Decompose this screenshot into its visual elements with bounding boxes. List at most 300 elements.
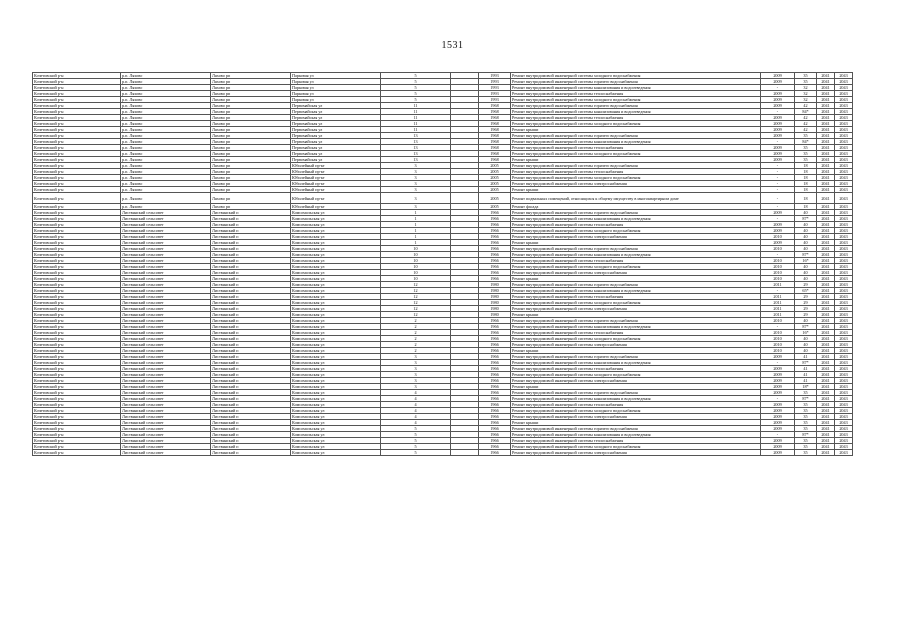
work-type-cell: Ремонт внутридомовой инженерной системы горячего водоснабжения [511, 426, 761, 432]
street-cell: Парковая ул [291, 97, 381, 103]
planned-start-cell: 2041 [817, 240, 835, 246]
planned-end-cell: 2043 [835, 157, 853, 163]
planned-end-cell: 2043 [835, 270, 853, 276]
planned-start-cell: 2041 [817, 210, 835, 216]
locality-cell: Ляхово рп [211, 181, 291, 187]
house-number-cell: 4 [381, 390, 451, 396]
planned-start-cell: 2041 [817, 432, 835, 438]
service-life-cell: 84* [795, 109, 817, 115]
work-type-cell: Ремонт внутридомовой инженерной системы горячего водоснабжения [511, 79, 761, 85]
street-cell: Комсомольская ул [291, 300, 381, 306]
locality-cell: Ляхово рп [211, 115, 291, 121]
planned-start-cell: 2041 [817, 366, 835, 372]
locality-cell: Ляхово рп [211, 103, 291, 109]
house-number-cell: 10 [381, 246, 451, 252]
work-type-cell: Ремонт внутридомовой инженерной системы холодного водоснабжения [511, 444, 761, 450]
locality-cell: Листвянский п [211, 240, 291, 246]
planned-end-cell: 2043 [835, 426, 853, 432]
last-repair-year-cell: - [761, 187, 795, 193]
last-repair-year-cell: 2010 [761, 264, 795, 270]
planned-end-cell: 2043 [835, 234, 853, 240]
last-repair-year-cell: 2010 [761, 246, 795, 252]
street-cell: Первомайская ул [291, 145, 381, 151]
planned-start-cell: 2041 [817, 438, 835, 444]
house-number-cell: 1 [381, 234, 451, 240]
district-cell: Кочетовский р-н [33, 175, 121, 181]
year-built-cell: 1966 [479, 348, 511, 354]
house-number-cell: 11 [381, 103, 451, 109]
planned-end-cell: 2043 [835, 306, 853, 312]
municipality-cell: р.п. Ляхово [121, 157, 211, 163]
planned-end-cell: 2043 [835, 103, 853, 109]
locality-cell: Ляхово рп [211, 133, 291, 139]
planned-start-cell: 2041 [817, 151, 835, 157]
locality-cell: Листвянский п [211, 300, 291, 306]
service-life-cell: 18 [795, 187, 817, 193]
last-repair-year-cell: 2009 [761, 366, 795, 372]
planned-end-cell: 2043 [835, 372, 853, 378]
year-built-cell: 1980 [479, 294, 511, 300]
planned-start-cell: 2041 [817, 378, 835, 384]
year-built-cell: 1993 [479, 91, 511, 97]
planned-start-cell: 2041 [817, 324, 835, 330]
district-cell: Кочетовский р-н [33, 342, 121, 348]
municipality-cell: Листвянский сельсовет [121, 420, 211, 426]
year-built-cell: 2005 [479, 193, 511, 204]
last-repair-year-cell: 2009 [761, 91, 795, 97]
planned-end-cell: 2043 [835, 246, 853, 252]
planned-end-cell: 2043 [835, 414, 853, 420]
year-built-cell: 1966 [479, 276, 511, 282]
work-type-cell: Ремонт внутридомовой инженерной системы холодного водоснабжения [511, 121, 761, 127]
planned-end-cell: 2043 [835, 420, 853, 426]
locality-cell: Ляхово рп [211, 97, 291, 103]
year-built-cell: 1968 [479, 115, 511, 121]
last-repair-year-cell: 2009 [761, 450, 795, 456]
district-cell: Кочетовский р-н [33, 318, 121, 324]
service-life-cell: 35 [795, 420, 817, 426]
work-type-cell: Ремонт внутридомовой инженерной системы электроснабжения [511, 306, 761, 312]
municipality-cell: р.п. Ляхово [121, 204, 211, 210]
municipality-cell: Листвянский сельсовет [121, 300, 211, 306]
street-cell: Юбилейный пр-кт [291, 204, 381, 210]
year-built-cell: 1968 [479, 109, 511, 115]
year-built-cell: 1968 [479, 145, 511, 151]
work-type-cell: Ремонт внутридомовой инженерной системы канализования и водоотведения [511, 139, 761, 145]
work-type-cell: Ремонт внутридомовой инженерной системы горячего водоснабжения [511, 133, 761, 139]
building-cell [451, 193, 479, 204]
municipality-cell: Листвянский сельсовет [121, 228, 211, 234]
service-life-cell: 40 [795, 342, 817, 348]
house-number-cell: 10 [381, 264, 451, 270]
work-type-cell: Ремонт внутридомовой инженерной системы теплоснабжения [511, 222, 761, 228]
last-repair-year-cell: 2009 [761, 103, 795, 109]
house-number-cell: 5 [381, 432, 451, 438]
municipality-cell: Листвянский сельсовет [121, 414, 211, 420]
house-number-cell: 1 [381, 240, 451, 246]
service-life-cell: 41 [795, 372, 817, 378]
work-type-cell: Ремонт внутридомовой инженерной системы холодного водоснабжения [511, 228, 761, 234]
planned-end-cell: 2043 [835, 258, 853, 264]
district-cell: Кочетовский р-н [33, 258, 121, 264]
year-built-cell: 1966 [479, 432, 511, 438]
planned-start-cell: 2041 [817, 420, 835, 426]
service-life-cell: 40 [795, 264, 817, 270]
municipality-cell: р.п. Ляхово [121, 97, 211, 103]
planned-end-cell: 2043 [835, 222, 853, 228]
house-number-cell: 3 [381, 187, 451, 193]
municipality-cell: Листвянский сельсовет [121, 396, 211, 402]
locality-cell: Листвянский п [211, 360, 291, 366]
service-life-cell: 35 [795, 408, 817, 414]
street-cell: Юбилейный пр-кт [291, 163, 381, 169]
work-type-cell: Ремонт крыши [511, 127, 761, 133]
service-life-cell: 42 [795, 115, 817, 121]
service-life-cell: 16* [795, 330, 817, 336]
year-built-cell: 1968 [479, 121, 511, 127]
planned-start-cell: 2041 [817, 121, 835, 127]
district-cell: Кочетовский р-н [33, 402, 121, 408]
planned-start-cell: 2041 [817, 384, 835, 390]
district-cell: Кочетовский р-н [33, 115, 121, 121]
last-repair-year-cell: 2009 [761, 372, 795, 378]
locality-cell: Листвянский п [211, 210, 291, 216]
locality-cell: Ляхово рп [211, 151, 291, 157]
locality-cell: Листвянский п [211, 396, 291, 402]
house-number-cell: 2 [381, 348, 451, 354]
planned-start-cell: 2041 [817, 79, 835, 85]
municipality-cell: Листвянский сельсовет [121, 348, 211, 354]
planned-end-cell: 2043 [835, 348, 853, 354]
last-repair-year-cell: 2009 [761, 157, 795, 163]
planned-start-cell: 2041 [817, 390, 835, 396]
year-built-cell: 1980 [479, 300, 511, 306]
service-life-cell: 87* [795, 252, 817, 258]
planned-end-cell: 2043 [835, 354, 853, 360]
table-body [33, 73, 853, 456]
last-repair-year-cell: 2009 [761, 127, 795, 133]
last-repair-year-cell: 2009 [761, 444, 795, 450]
last-repair-year-cell: - [761, 163, 795, 169]
service-life-cell: 87* [795, 324, 817, 330]
service-life-cell: 40 [795, 222, 817, 228]
street-cell: Комсомольская ул [291, 420, 381, 426]
work-type-cell: Ремонт внутридомовой инженерной системы горячего водоснабжения [511, 246, 761, 252]
last-repair-year-cell: - [761, 432, 795, 438]
planned-start-cell: 2041 [817, 264, 835, 270]
year-built-cell: 1966 [479, 264, 511, 270]
district-cell: Кочетовский р-н [33, 294, 121, 300]
work-type-cell: Ремонт внутридомовой инженерной системы холодного водоснабжения [511, 408, 761, 414]
planned-start-cell: 2041 [817, 408, 835, 414]
planned-end-cell: 2043 [835, 228, 853, 234]
municipality-cell: Листвянский сельсовет [121, 282, 211, 288]
year-built-cell: 1966 [479, 378, 511, 384]
planned-start-cell: 2041 [817, 306, 835, 312]
locality-cell: Листвянский п [211, 384, 291, 390]
year-built-cell: 1966 [479, 336, 511, 342]
service-life-cell: 18 [795, 193, 817, 204]
municipality-cell: Листвянский сельсовет [121, 384, 211, 390]
work-type-cell: Ремонт внутридомовой инженерной системы холодного водоснабжения [511, 151, 761, 157]
last-repair-year-cell: 2009 [761, 79, 795, 85]
work-type-cell: Ремонт внутридомовой инженерной системы горячего водоснабжения [511, 163, 761, 169]
year-built-cell: 2005 [479, 175, 511, 181]
last-repair-year-cell: 2009 [761, 378, 795, 384]
service-life-cell: 32 [795, 91, 817, 97]
service-life-cell: 40 [795, 270, 817, 276]
planned-end-cell: 2043 [835, 151, 853, 157]
house-number-cell: 12 [381, 288, 451, 294]
service-life-cell: 42 [795, 103, 817, 109]
service-life-cell: 40 [795, 234, 817, 240]
district-cell: Кочетовский р-н [33, 348, 121, 354]
locality-cell: Листвянский п [211, 438, 291, 444]
locality-cell: Ляхово рп [211, 73, 291, 79]
municipality-cell: р.п. Ляхово [121, 133, 211, 139]
district-cell: Кочетовский р-н [33, 408, 121, 414]
house-number-cell: 3 [381, 193, 451, 204]
service-life-cell: 29 [795, 300, 817, 306]
planned-end-cell: 2043 [835, 288, 853, 294]
house-number-cell: 3 [381, 372, 451, 378]
municipality-cell: р.п. Ляхово [121, 139, 211, 145]
year-built-cell: 1980 [479, 306, 511, 312]
year-built-cell: 1966 [479, 252, 511, 258]
planned-start-cell: 2041 [817, 228, 835, 234]
street-cell: Комсомольская ул [291, 246, 381, 252]
last-repair-year-cell: 2009 [761, 133, 795, 139]
planned-end-cell: 2043 [835, 330, 853, 336]
planned-end-cell: 2043 [835, 318, 853, 324]
district-cell: Кочетовский р-н [33, 204, 121, 210]
municipality-cell: Листвянский сельсовет [121, 366, 211, 372]
municipality-cell: Листвянский сельсовет [121, 294, 211, 300]
municipality-cell: р.п. Ляхово [121, 91, 211, 97]
municipality-cell: Листвянский сельсовет [121, 246, 211, 252]
street-cell: Комсомольская ул [291, 396, 381, 402]
municipality-cell: Листвянский сельсовет [121, 312, 211, 318]
house-number-cell: 5 [381, 438, 451, 444]
municipality-cell: р.п. Ляхово [121, 175, 211, 181]
planned-start-cell: 2041 [817, 282, 835, 288]
district-cell: Кочетовский р-н [33, 360, 121, 366]
locality-cell: Листвянский п [211, 222, 291, 228]
service-life-cell: 35 [795, 145, 817, 151]
locality-cell: Листвянский п [211, 336, 291, 342]
district-cell: Кочетовский р-н [33, 79, 121, 85]
locality-cell: Ляхово рп [211, 169, 291, 175]
district-cell: Кочетовский р-н [33, 73, 121, 79]
district-cell: Кочетовский р-н [33, 300, 121, 306]
locality-cell: Ляхово рп [211, 91, 291, 97]
house-number-cell: 1 [381, 216, 451, 222]
last-repair-year-cell: 2009 [761, 145, 795, 151]
year-built-cell: 1966 [479, 324, 511, 330]
planned-end-cell: 2043 [835, 127, 853, 133]
planned-start-cell: 2041 [817, 157, 835, 163]
house-number-cell: 13 [381, 139, 451, 145]
last-repair-year-cell: 2010 [761, 270, 795, 276]
district-cell: Кочетовский р-н [33, 97, 121, 103]
street-cell: Первомайская ул [291, 133, 381, 139]
municipality-cell: Листвянский сельсовет [121, 372, 211, 378]
planned-end-cell: 2043 [835, 336, 853, 342]
planned-start-cell: 2041 [817, 145, 835, 151]
municipality-cell: Листвянский сельсовет [121, 270, 211, 276]
municipality-cell: Листвянский сельсовет [121, 378, 211, 384]
planned-start-cell: 2041 [817, 342, 835, 348]
district-cell: Кочетовский р-н [33, 414, 121, 420]
district-cell: Кочетовский р-н [33, 240, 121, 246]
planned-end-cell: 2043 [835, 163, 853, 169]
year-built-cell: 1980 [479, 288, 511, 294]
district-cell: Кочетовский р-н [33, 270, 121, 276]
year-built-cell: 1966 [479, 450, 511, 456]
work-type-cell: Ремонт крыши [511, 157, 761, 163]
district-cell: Кочетовский р-н [33, 151, 121, 157]
house-number-cell: 5 [381, 450, 451, 456]
street-cell: Комсомольская ул [291, 222, 381, 228]
locality-cell: Листвянский п [211, 282, 291, 288]
work-type-cell: Ремонт внутридомовой инженерной системы канализования и водоотведения [511, 216, 761, 222]
planned-start-cell: 2041 [817, 97, 835, 103]
locality-cell: Листвянский п [211, 342, 291, 348]
year-built-cell: 1980 [479, 282, 511, 288]
house-number-cell: 4 [381, 414, 451, 420]
planned-start-cell: 2041 [817, 234, 835, 240]
house-number-cell: 4 [381, 396, 451, 402]
work-type-cell: Ремонт крыши [511, 384, 761, 390]
planned-start-cell: 2041 [817, 318, 835, 324]
municipality-cell: р.п. Ляхово [121, 181, 211, 187]
work-type-cell: Ремонт подвальных помещений, относящихся к общему имуществу в многоквартирном доме [511, 193, 761, 204]
locality-cell: Листвянский п [211, 408, 291, 414]
last-repair-year-cell: 2009 [761, 426, 795, 432]
district-cell: Кочетовский р-н [33, 396, 121, 402]
street-cell: Комсомольская ул [291, 228, 381, 234]
locality-cell: Листвянский п [211, 354, 291, 360]
service-life-cell: 16* [795, 258, 817, 264]
last-repair-year-cell: - [761, 175, 795, 181]
last-repair-year-cell: 2009 [761, 228, 795, 234]
street-cell: Комсомольская ул [291, 210, 381, 216]
planned-start-cell: 2041 [817, 216, 835, 222]
locality-cell: Листвянский п [211, 366, 291, 372]
house-number-cell: 5 [381, 85, 451, 91]
planned-start-cell: 2041 [817, 360, 835, 366]
last-repair-year-cell: - [761, 288, 795, 294]
planned-start-cell: 2041 [817, 312, 835, 318]
house-number-cell: 13 [381, 157, 451, 163]
house-number-cell: 3 [381, 163, 451, 169]
district-cell: Кочетовский р-н [33, 444, 121, 450]
district-cell: Кочетовский р-н [33, 145, 121, 151]
district-cell: Кочетовский р-н [33, 169, 121, 175]
service-life-cell: 35 [795, 157, 817, 163]
planned-end-cell: 2043 [835, 312, 853, 318]
work-type-cell: Ремонт внутридомовой инженерной системы электроснабжения [511, 342, 761, 348]
street-cell: Комсомольская ул [291, 360, 381, 366]
locality-cell: Листвянский п [211, 258, 291, 264]
street-cell: Комсомольская ул [291, 450, 381, 456]
planned-end-cell: 2043 [835, 324, 853, 330]
street-cell: Комсомольская ул [291, 432, 381, 438]
locality-cell: Ляхово рп [211, 79, 291, 85]
district-cell: Кочетовский р-н [33, 336, 121, 342]
work-type-cell: Ремонт внутридомовой инженерной системы горячего водоснабжения [511, 390, 761, 396]
year-built-cell: 2005 [479, 204, 511, 210]
district-cell: Кочетовский р-н [33, 187, 121, 193]
street-cell: Юбилейный пр-кт [291, 175, 381, 181]
municipality-cell: Листвянский сельсовет [121, 276, 211, 282]
planned-start-cell: 2041 [817, 133, 835, 139]
last-repair-year-cell: 2010 [761, 348, 795, 354]
municipality-cell: р.п. Ляхово [121, 145, 211, 151]
work-type-cell: Ремонт внутридомовой инженерной системы канализования и водоотведения [511, 85, 761, 91]
street-cell: Комсомольская ул [291, 366, 381, 372]
house-number-cell: 11 [381, 115, 451, 121]
planned-start-cell: 2041 [817, 336, 835, 342]
service-life-cell: 35 [795, 79, 817, 85]
service-life-cell: 29 [795, 294, 817, 300]
planned-end-cell: 2043 [835, 342, 853, 348]
work-type-cell: Ремонт внутридомовой инженерной системы канализования и водоотведения [511, 432, 761, 438]
street-cell: Парковая ул [291, 91, 381, 97]
planned-end-cell: 2043 [835, 264, 853, 270]
street-cell: Юбилейный пр-кт [291, 193, 381, 204]
last-repair-year-cell: - [761, 109, 795, 115]
planned-end-cell: 2043 [835, 294, 853, 300]
service-life-cell: 29 [795, 282, 817, 288]
planned-end-cell: 2043 [835, 181, 853, 187]
street-cell: Комсомольская ул [291, 306, 381, 312]
last-repair-year-cell: 2011 [761, 300, 795, 306]
service-life-cell: 87* [795, 396, 817, 402]
planned-end-cell: 2043 [835, 216, 853, 222]
street-cell: Комсомольская ул [291, 330, 381, 336]
planned-end-cell: 2043 [835, 121, 853, 127]
repair-schedule-table [32, 72, 853, 456]
planned-end-cell: 2043 [835, 240, 853, 246]
table-row [33, 450, 853, 456]
house-number-cell: 3 [381, 204, 451, 210]
municipality-cell: р.п. Ляхово [121, 127, 211, 133]
planned-start-cell: 2041 [817, 294, 835, 300]
work-type-cell: Ремонт внутридомовой инженерной системы теплоснабжения [511, 294, 761, 300]
planned-end-cell: 2043 [835, 450, 853, 456]
year-built-cell: 1966 [479, 216, 511, 222]
planned-end-cell: 2043 [835, 378, 853, 384]
locality-cell: Ляхово рп [211, 109, 291, 115]
work-type-cell: Ремонт внутридомовой инженерной системы электроснабжения [511, 450, 761, 456]
municipality-cell: Листвянский сельсовет [121, 390, 211, 396]
last-repair-year-cell: 2011 [761, 282, 795, 288]
service-life-cell: 40 [795, 228, 817, 234]
service-life-cell: 40 [795, 246, 817, 252]
street-cell: Комсомольская ул [291, 414, 381, 420]
year-built-cell: 2005 [479, 187, 511, 193]
house-number-cell: 4 [381, 402, 451, 408]
district-cell: Кочетовский р-н [33, 426, 121, 432]
locality-cell: Листвянский п [211, 312, 291, 318]
year-built-cell: 1968 [479, 151, 511, 157]
house-number-cell: 10 [381, 258, 451, 264]
planned-end-cell: 2043 [835, 282, 853, 288]
planned-start-cell: 2041 [817, 402, 835, 408]
year-built-cell: 2005 [479, 181, 511, 187]
locality-cell: Листвянский п [211, 216, 291, 222]
